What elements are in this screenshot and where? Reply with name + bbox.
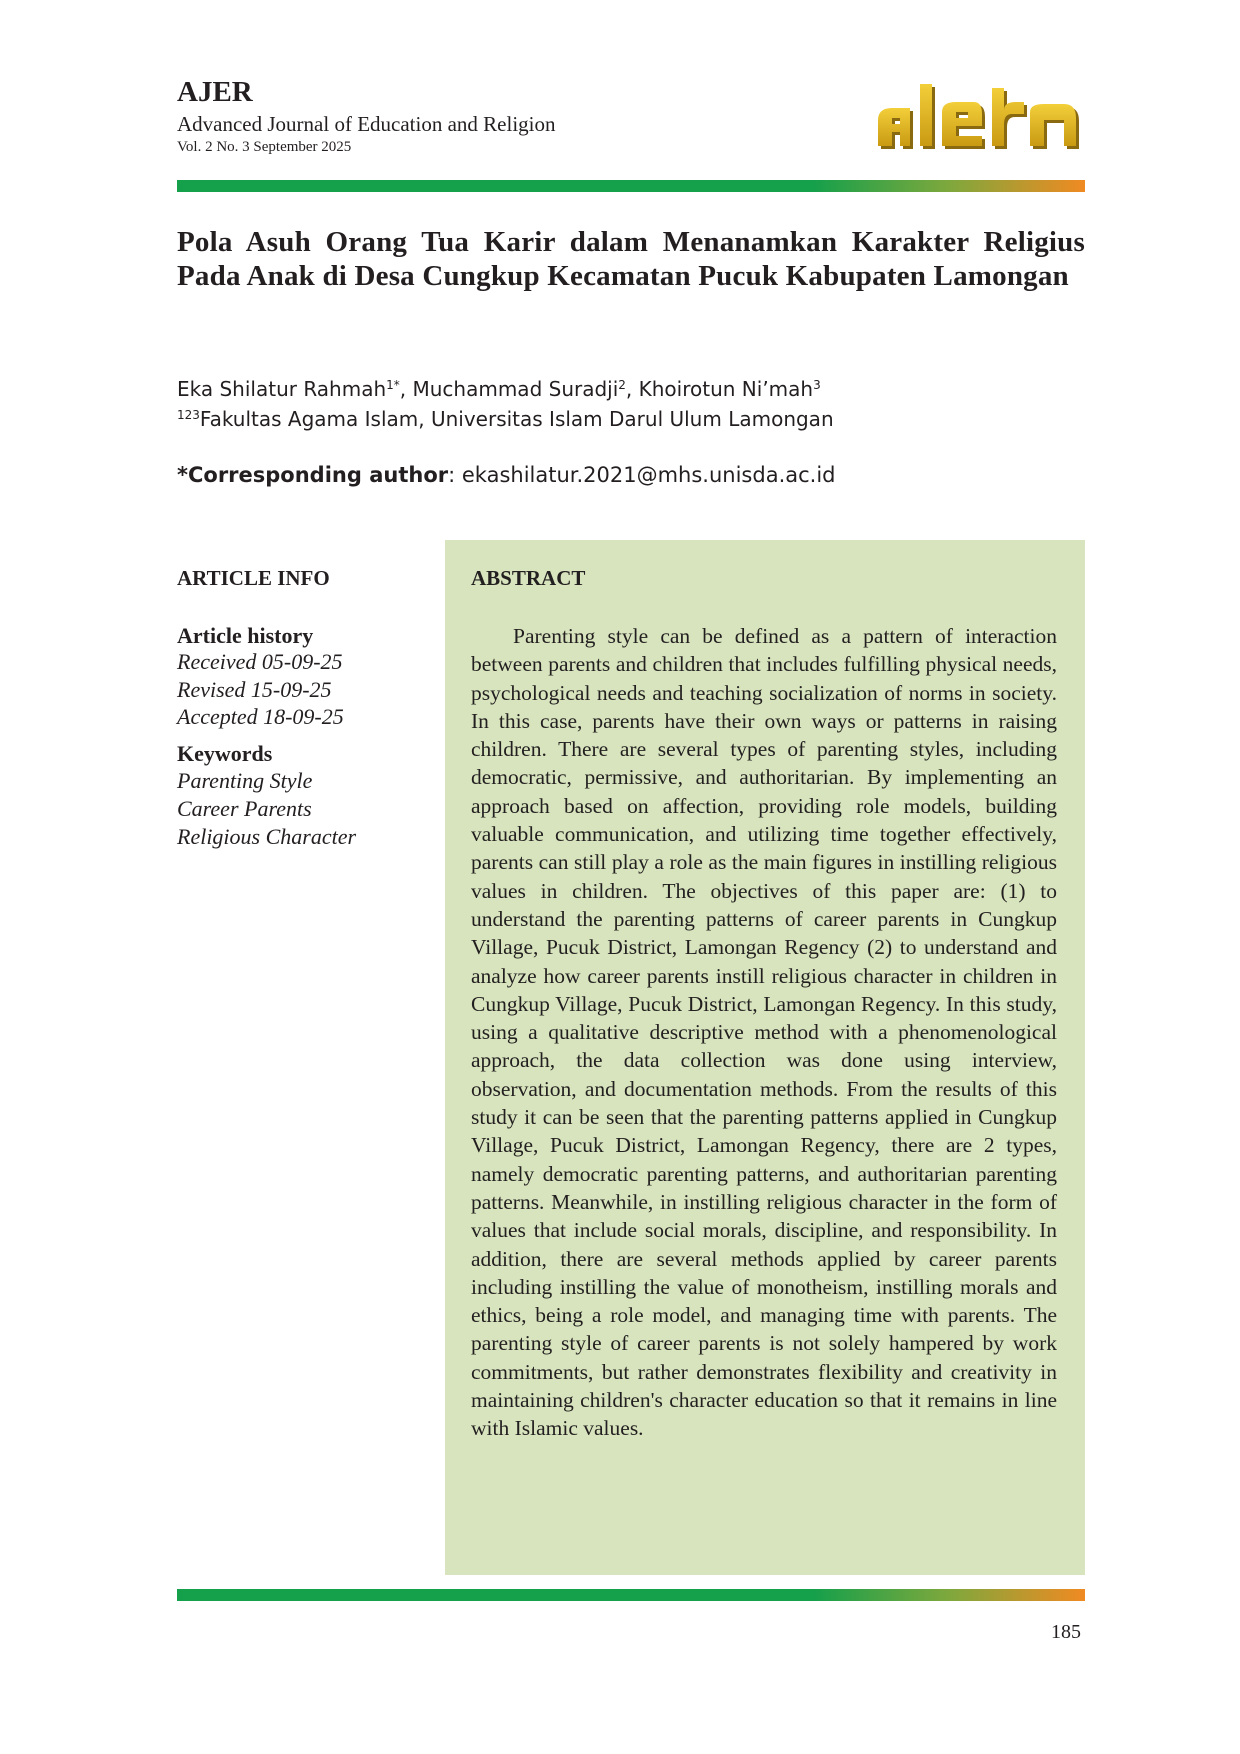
page-number: 185 bbox=[1051, 1621, 1081, 1643]
author-list: Eka Shilatur Rahmah$^{1*}$, Muchammad Suradji$^2$, Khoirotun Ni’mah$^3$ bbox=[177, 377, 821, 401]
journal-name: Advanced Journal of Education and Religion bbox=[177, 112, 556, 136]
author-mark: 3 bbox=[813, 378, 821, 392]
header-divider bbox=[177, 180, 1085, 192]
journal-logo bbox=[870, 62, 1085, 162]
affiliation-text: Fakultas Agama Islam, Universitas Islam Darul Ulum Lamongan bbox=[199, 407, 834, 431]
history-item: Received 05-09-25 bbox=[177, 649, 343, 674]
article-title: Pola Asuh Orang Tua Karir dalam Menanamkan Karakter Religius Pada Anak di Desa Cungkup Kecamatan Pucuk Kabupaten Lamongan bbox=[177, 226, 1085, 292]
article-info-heading: ARTICLE INFO bbox=[177, 566, 330, 590]
article-history-list bbox=[177, 648, 344, 731]
abstract-text: Parenting style can be defined as a pattern of interaction between parents and children that includes fulfilling physical needs, psychological needs and teaching socialization of norms in society. In this case, parents have their own ways or patterns in raising children. There are several types of parenting styles, including democratic, permissive, and authoritarian. By implementing an approach based on affection, providing role models, building valuable communication, and utilizing time together effectively, parents can still play a role as the main figures in instilling religious values in children. The objectives of this paper are: (1) to understand the parenting patterns of career parents in Cungkup Village, Pucuk District, Lamongan Regency (2) to understand and analyze how career parents instill religious character in children in Cungkup Village, Pucuk District, Lamongan Regency. In this study, using a qualitative descriptive method with a phenomenological approach, the data collection was done using interview, observation, and documentation methods. From the results of this study it can be seen that the parenting patterns applied in Cungkup Village, Pucuk District, Lamongan Regency, there are 2 types, namely democratic parenting patterns, and authoritarian parenting patterns. Meanwhile, in instilling religious character in the form of values that include social morals, discipline, and responsibility. In addition, there are several methods applied by career parents including instilling the value of monotheism, instilling morals and ethics, being a role model, and managing time with parents. The parenting style of career parents is not solely hampered by work commitments, but rather demonstrates flexibility and creativity in maintaining children's character education so that it remains in line with Islamic values. bbox=[471, 624, 1057, 1441]
abstract-heading: ABSTRACT bbox=[471, 566, 586, 590]
journal-abbreviation: AJER bbox=[177, 76, 253, 108]
author-name: Eka Shilatur Rahmah bbox=[177, 377, 387, 401]
keyword: Career Parents bbox=[177, 796, 312, 821]
corresponding-email: : ekashilatur.2021@mhs.unisda.ac.id bbox=[448, 463, 836, 487]
corresponding-author bbox=[177, 460, 836, 490]
author-mark: 1* bbox=[386, 378, 400, 392]
keywords-list bbox=[177, 767, 356, 851]
history-item: Accepted 18-09-25 bbox=[177, 704, 344, 729]
affiliation-mark: 123 bbox=[177, 408, 200, 422]
article-history-heading: Article history bbox=[177, 623, 314, 648]
affiliation bbox=[177, 400, 834, 434]
footer-divider bbox=[177, 1589, 1085, 1601]
journal-issue: Vol. 2 No. 3 September 2025 bbox=[177, 139, 352, 155]
keywords-heading: Keywords bbox=[177, 741, 273, 766]
author-name: Khoirotun Ni’mah bbox=[638, 377, 814, 401]
author-name: Muchammad Suradji bbox=[412, 377, 619, 401]
corresponding-label: *Corresponding author bbox=[177, 463, 449, 487]
keyword: Parenting Style bbox=[177, 768, 313, 793]
history-item: Revised 15-09-25 bbox=[177, 676, 332, 702]
author-mark: 2 bbox=[618, 378, 626, 392]
keyword: Religious Character bbox=[177, 824, 357, 849]
